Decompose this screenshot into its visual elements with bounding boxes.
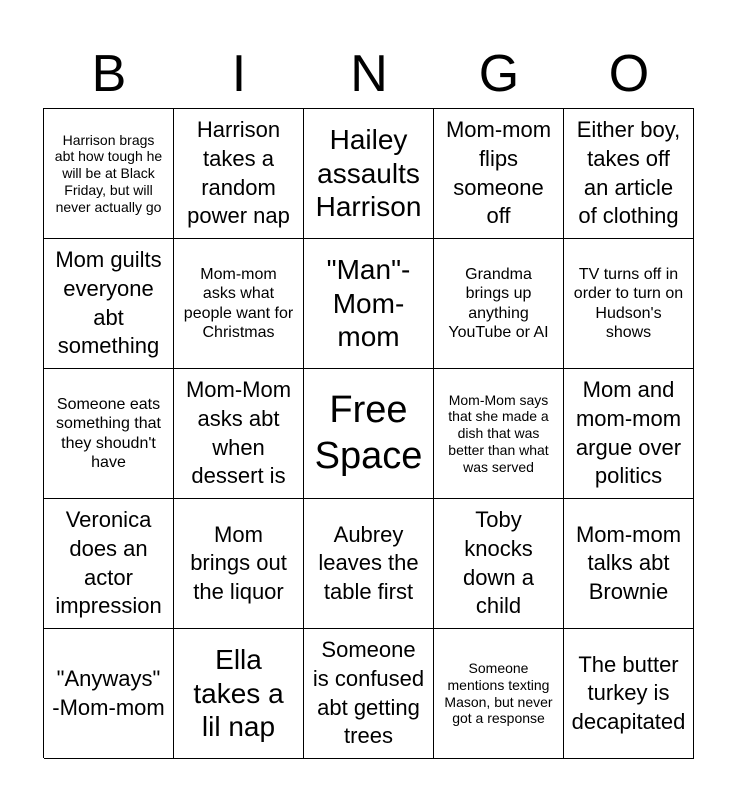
bingo-cell[interactable] [304, 239, 434, 369]
cell-text: Toby knocks down a child [463, 507, 534, 619]
cell-text: "Man"-Mom-mom [326, 254, 411, 353]
bingo-cell[interactable] [564, 369, 694, 499]
cell-text: Hailey assaults Harrison [315, 124, 422, 223]
bingo-cell[interactable] [434, 499, 564, 629]
bingo-cell[interactable] [44, 369, 174, 499]
cell-text: TV turns off in order to turn on Hudson's shows [573, 266, 684, 341]
bingo-cell[interactable] [304, 629, 434, 759]
cell-text: Mom and mom-mom argue over politics [575, 377, 682, 489]
bingo-cell[interactable] [434, 629, 564, 759]
cell-text: Either boy, takes off an article of clothing [576, 117, 681, 229]
bingo-cell[interactable] [44, 499, 174, 629]
bingo-cell[interactable] [174, 629, 304, 759]
bingo-cell[interactable] [174, 499, 304, 629]
cell-text: Grandma brings up anything YouTube or AI [448, 266, 549, 341]
cell-text: Mom-mom talks abt Brownie [575, 521, 682, 604]
bingo-cell[interactable] [174, 369, 304, 499]
bingo-cell[interactable] [434, 109, 564, 239]
bingo-cell[interactable] [564, 629, 694, 759]
cell-text: Mom guilts everyone abt something [55, 247, 162, 359]
bingo-header [44, 40, 694, 108]
free-space-cell[interactable] [304, 369, 434, 499]
bingo-cell[interactable] [564, 109, 694, 239]
bingo-card-grid [43, 108, 694, 758]
cell-text: Mom-mom asks what people want for Christmas [183, 266, 294, 341]
cell-text: "Anyways" -Mom-mom [52, 665, 165, 720]
header-letter-n: N [350, 45, 388, 103]
cell-text: Someone is confused abt getting trees [312, 637, 425, 749]
bingo-cell[interactable] [434, 239, 564, 369]
header-letter-g: G [478, 45, 520, 103]
cell-text: Someone eats something that they shoudn't have [56, 396, 161, 471]
bingo-cell[interactable] [304, 499, 434, 629]
cell-text: Aubrey leaves the table first [318, 521, 419, 604]
cell-text: Someone mentions texting Mason, but never got a response [444, 659, 553, 727]
cell-text: Harrison takes a random power nap [187, 117, 290, 229]
cell-text: Veronica does an actor impression [55, 507, 162, 619]
bingo-cell[interactable] [44, 109, 174, 239]
bingo-cell[interactable] [174, 239, 304, 369]
bingo-cell[interactable] [564, 499, 694, 629]
cell-text: Free Space [314, 388, 423, 477]
cell-text: Mom-Mom says that she made a dish that was better than what was served [448, 391, 549, 475]
cell-text: Mom-mom flips someone off [445, 117, 552, 229]
cell-text: The butter turkey is decapitated [571, 651, 686, 734]
cell-text: Ella takes a lil nap [193, 644, 284, 743]
header-letter-o: O [608, 45, 650, 103]
bingo-cell[interactable] [304, 109, 434, 239]
bingo-cell[interactable] [564, 239, 694, 369]
cell-text: Mom brings out the liquor [190, 521, 287, 604]
cell-text: Mom-Mom asks abt when dessert is [185, 377, 292, 489]
header-letter-b: B [91, 45, 127, 103]
cell-text: Harrison brags abt how tough he will be at Black Friday, but will never actually go [54, 131, 163, 215]
bingo-cell[interactable] [174, 109, 304, 239]
bingo-cell[interactable] [44, 239, 174, 369]
bingo-cell[interactable] [44, 629, 174, 759]
header-letter-i: I [231, 45, 247, 103]
bingo-cell[interactable] [434, 369, 564, 499]
